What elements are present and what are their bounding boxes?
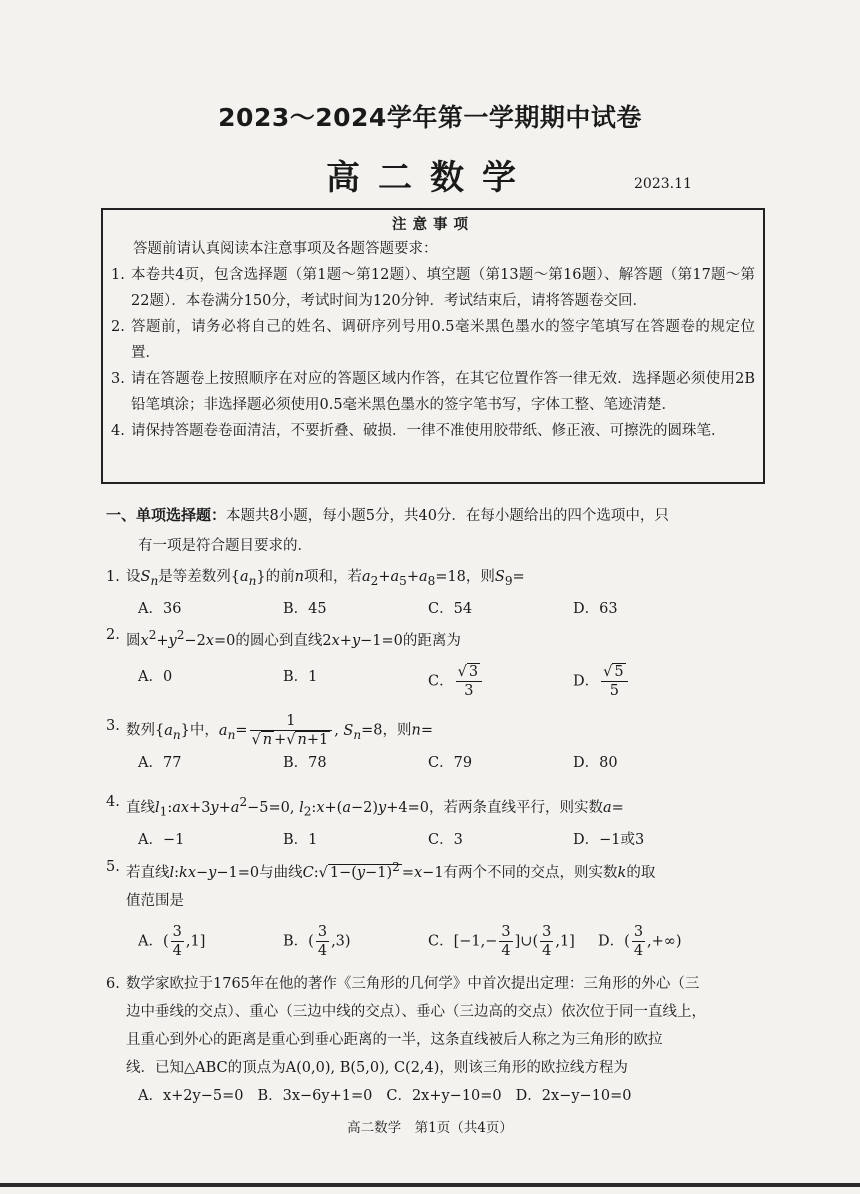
question-stem-cont: 值范围是: [126, 892, 184, 909]
question-number: 1.: [106, 569, 120, 585]
notice-intro: 答题前请认真阅读本注意事项及各题答题要求：: [133, 241, 438, 257]
notice-item: [111, 366, 755, 418]
section-heading: 一、单项选择题：: [106, 506, 227, 524]
notice-item-text: 答题前，请务必将自己的姓名、调研序列号用0.5毫米黑色墨水的签字笔填写在答题卷的规定位置．: [131, 319, 755, 361]
question-number: 4.: [106, 794, 120, 810]
exam-title: 2023～2024学年第一学期期中试卷: [218, 103, 642, 132]
option-b: B．1: [283, 831, 318, 848]
notice-item-text: 请保持答题卷卷面清洁，不要折叠、破损．一律不准使用胶带纸、修正液、可擦洗的圆珠笔．: [131, 423, 726, 439]
section-description-cont: 有一项是符合题目要求的．: [138, 538, 312, 554]
notice-item-num: 4.: [111, 423, 125, 439]
question-stem-line: 数学家欧拉于1765年在他的著作《三角形的几何学》中首次提出定理：三角形的外心（三: [126, 976, 700, 992]
question-stem: 直线$l_1:ax+3y+a^2-5=0$, $l_2:x+(a-2)y+4=0$，若两条直线平行，则实数a=: [126, 795, 624, 819]
option-a: A．x+2y−5=0: [138, 1088, 244, 1104]
notice-item-num: 3.: [111, 371, 125, 387]
exam-date: 2023.11: [634, 176, 692, 192]
question-6: [106, 970, 778, 1110]
question-number: 6.: [106, 976, 120, 992]
notice-item-text: 本卷共4页，包含选择题（第1题～第12题）、填空题（第13题～第16题）、解答题（第17题～第22题）．本卷满分150分，考试时间为120分钟．考试结束后，请将答题卷交回．: [131, 267, 756, 309]
question-stem-line: 线．已知△ABC的顶点为A(0,0), B(5,0), C(2,4)，则该三角形的欧拉线方程为: [126, 1060, 628, 1076]
exam-subject: 高二数学: [326, 158, 534, 198]
option-d: D．2x−y−10=0: [515, 1088, 632, 1104]
question-stem-line: 且重心到外心的距离是重心到垂心距离的一半，这条直线被后人称之为三角形的欧拉: [126, 1032, 663, 1048]
notice-item-num: 2.: [111, 319, 125, 335]
question-number: 2.: [106, 627, 120, 643]
option-c: C．79: [428, 755, 473, 771]
option-a: A．−1: [138, 831, 185, 848]
notice-item: [111, 262, 755, 314]
option-c: C． $\frac{√ 3}{3}$: [428, 663, 573, 700]
option-c: C．[−1,− $\frac{3}{4}$ ]∪( $\frac{3}{4}$ ,1]: [428, 923, 575, 959]
option-a: A．( $\frac{3}{4}$ ,1]: [138, 923, 206, 959]
question-4: [106, 788, 778, 854]
scan-edge-line: [0, 1183, 860, 1187]
option-d: D．( $\frac{3}{4}$ ,+∞): [598, 923, 682, 959]
question-2: [106, 621, 778, 700]
notice-item: [111, 314, 755, 366]
section-single-choice: [106, 500, 766, 561]
option-d: D．63: [573, 600, 618, 617]
notice-item-text: 请在答题卷上按照顺序在对应的答题区域内作答，在其它位置作答一律无效．选择题必须使用2B铅笔填涂；非选择题必须使用0.5毫米黑色墨水的签字笔书写，字体工整、笔迹清楚．: [131, 371, 755, 413]
question-stem: 若直线l:kx−y−1=0与曲线C:√ $1-(y-1)^2 =x-1$有两个不同的交点，则实数k的取: [126, 860, 656, 881]
page-footer: 高二数学 第1页（共4页）: [347, 1120, 513, 1136]
option-c: C．3: [428, 831, 463, 848]
question-3: [106, 712, 778, 777]
option-d: D．80: [573, 755, 618, 771]
option-b: B．45: [283, 600, 327, 617]
option-a: A．36: [138, 600, 182, 617]
notice-item-num: 1.: [111, 267, 125, 283]
question-stem: 数列$\{a_n\}$中，$a_n=$ $\frac{1}{√ n +√ n+1}$ , $S_n=8$，则n=: [126, 713, 434, 748]
option-a: A．0: [138, 668, 173, 685]
option-b: B．( $\frac{3}{4}$ ,3): [283, 923, 351, 959]
option-b: B．1: [283, 668, 318, 685]
option-d: D． $\frac{√ 5}{5}$: [573, 663, 718, 700]
question-stem: 圆$x^2+y^2-2x=0$的圆心到直线2x+y−1=0的距离为: [126, 628, 461, 649]
question-number: 5.: [106, 859, 120, 875]
option-d: D．−1或3: [573, 831, 645, 848]
question-5: [106, 853, 778, 960]
option-a: A．77: [138, 755, 182, 771]
question-stem-line: 边中垂线的交点）、重心（三边中线的交点）、垂心（三边高的交点）依次位于同一直线上，: [126, 1004, 706, 1020]
option-b: B．78: [283, 755, 327, 771]
option-c: C．2x+y−10=0: [386, 1088, 502, 1104]
notice-box: [101, 208, 765, 484]
option-c: C．54: [428, 600, 473, 617]
question-1: [106, 563, 778, 623]
section-description: 本题共8小题，每小题5分，共40分．在每小题给出的四个选项中，只: [226, 508, 669, 524]
question-number: 3.: [106, 718, 120, 734]
notice-item: [111, 418, 755, 444]
notice-title: 注意事项: [392, 216, 474, 233]
question-stem: 设$S_n$是等差数列$\{a_n\}$的前n项和，若$a_2+a_5+a_8=18$，则$S_9=$: [126, 569, 525, 588]
option-b: B．3x−6y+1=0: [257, 1088, 373, 1104]
